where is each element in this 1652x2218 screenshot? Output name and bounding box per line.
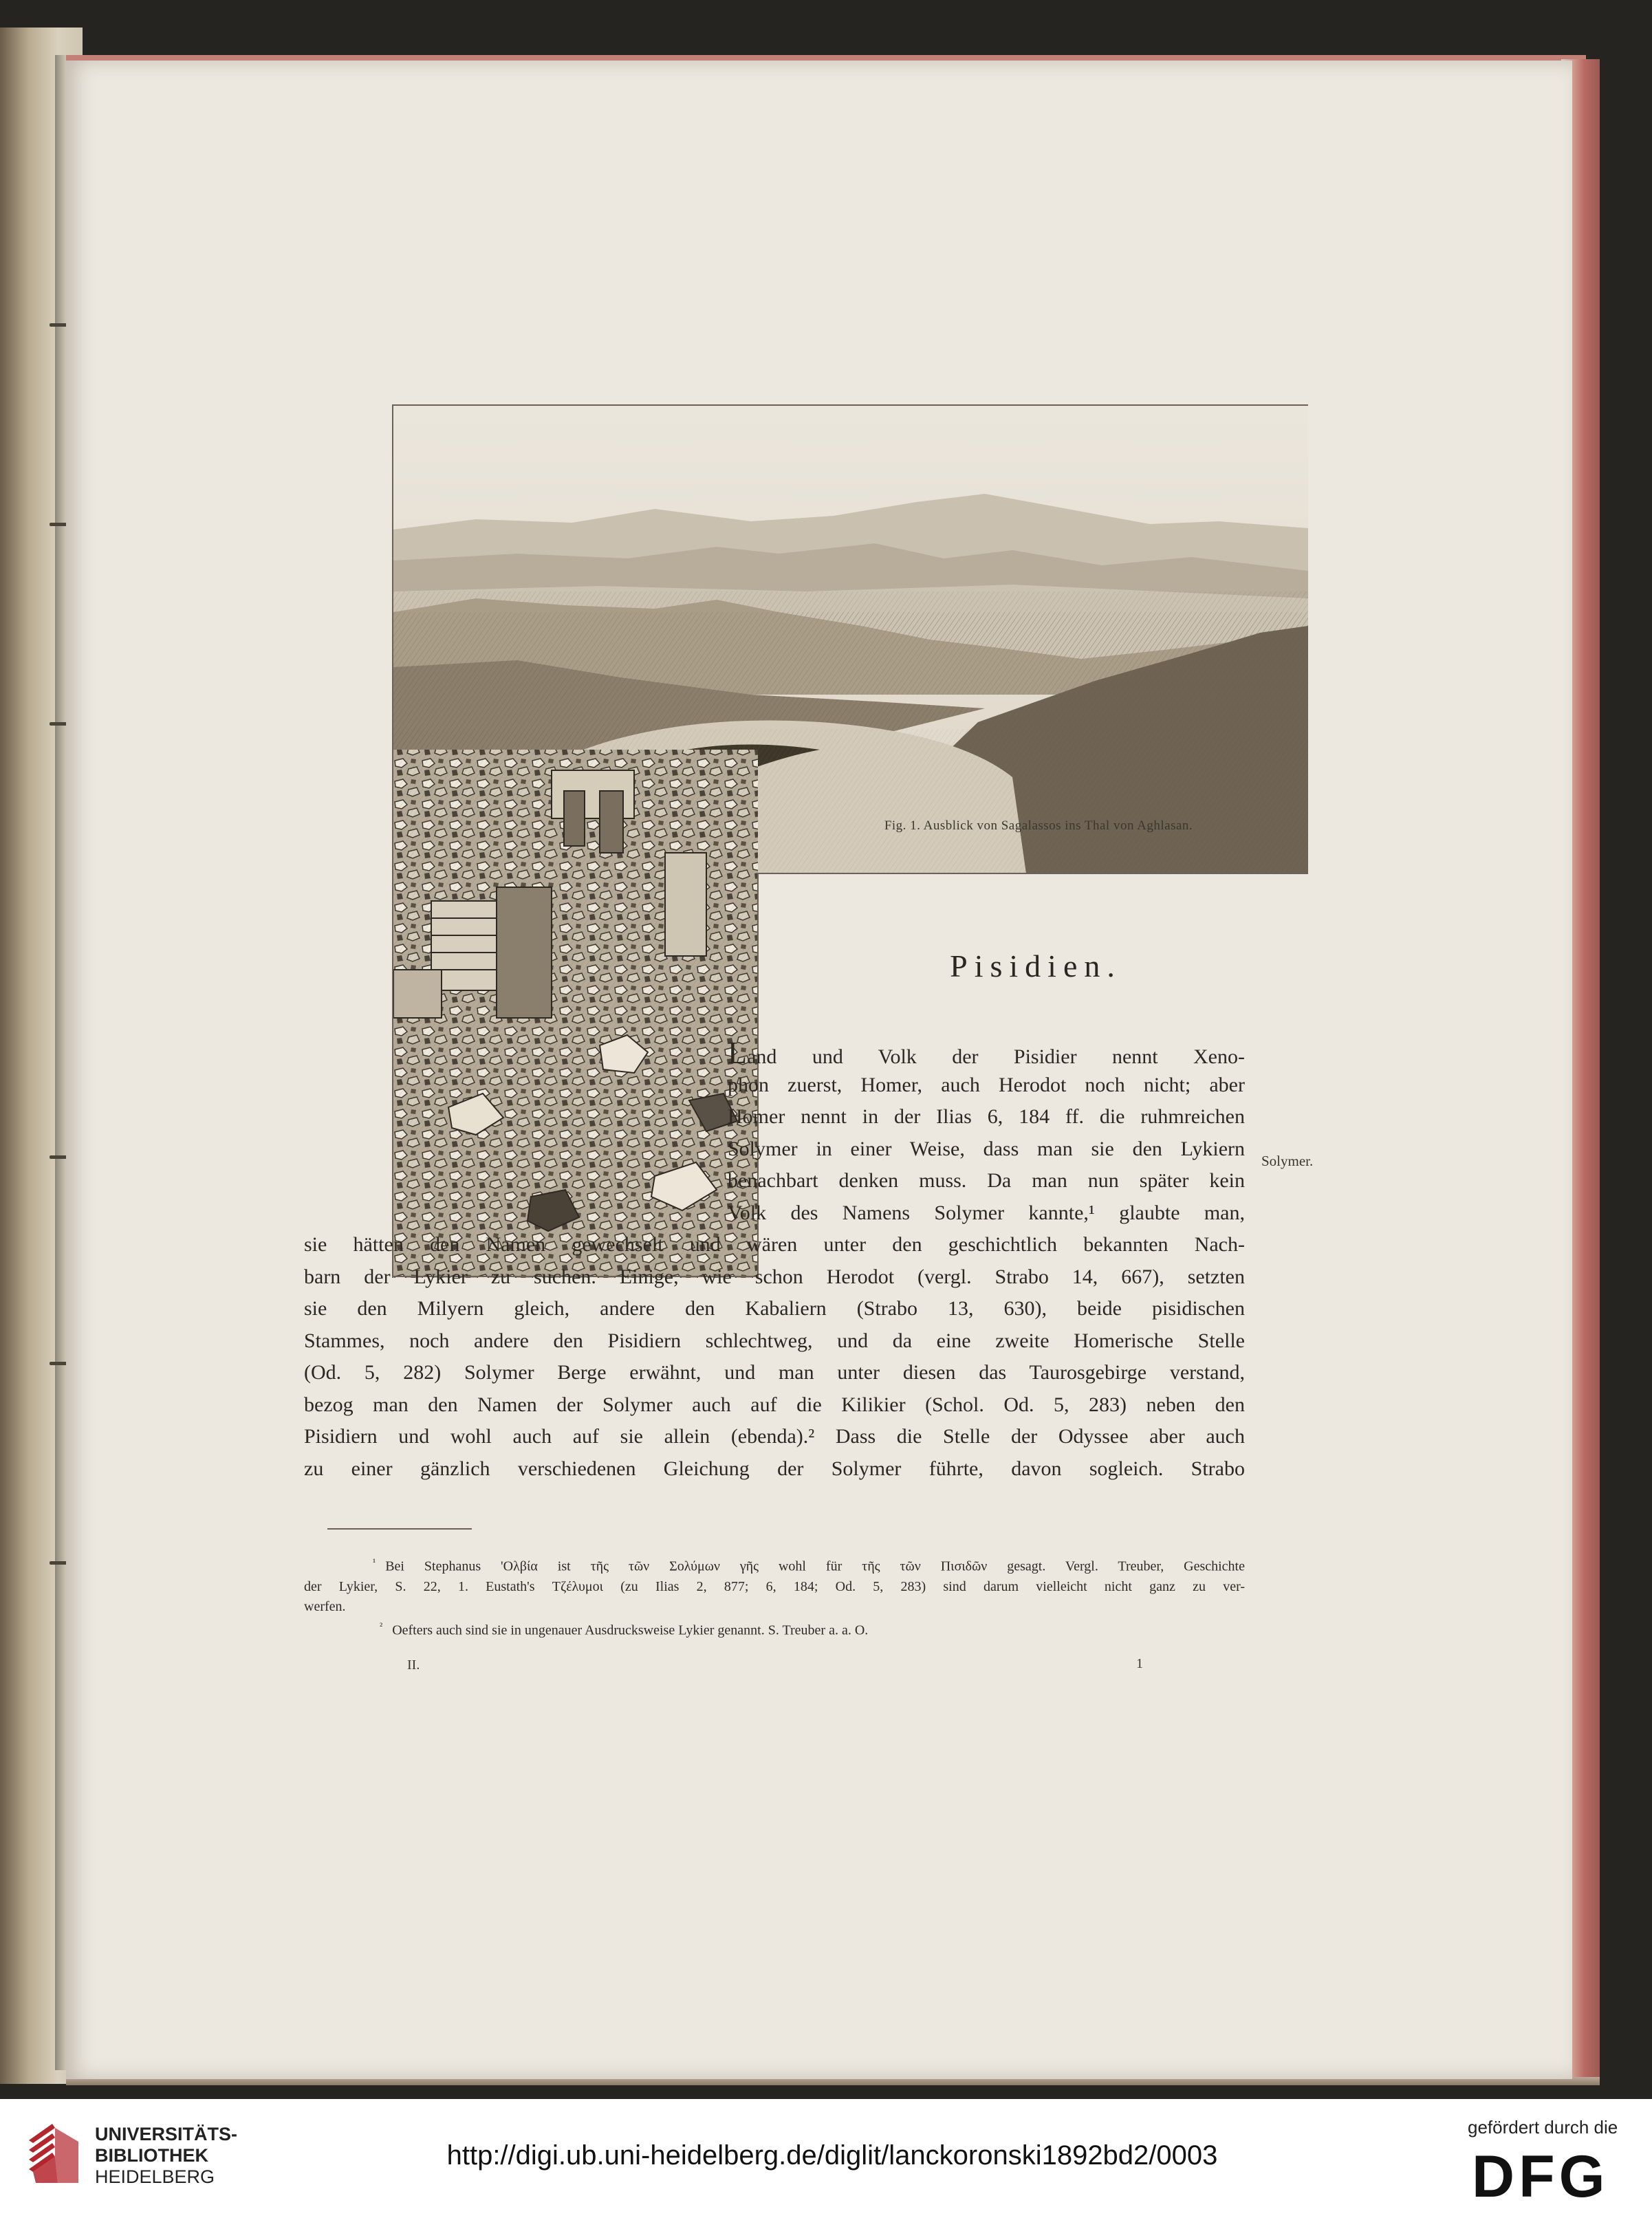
body-line: (Od. 5, 282) Solymer Berge erwähnt, und man unter diesen das Taurosgebirge verstand,: [304, 1361, 1245, 1384]
footnote-text: Bei Stephanus 'Ολβία ist τῆς τῶν Σολύμων γῆς wohl für τῆς τῶν Πισιδῶν gesagt. Vergl. Treuber, Geschichte: [385, 1558, 1245, 1574]
digital-library-footer: [0, 2099, 1652, 2218]
funding-label: gefördert durch die: [1468, 2117, 1618, 2138]
body-line: Land und Volk der Pisidier nennt Xeno-: [728, 1035, 1245, 1070]
page-number: 1: [1136, 1656, 1143, 1671]
library-name: [95, 2124, 237, 2188]
footnote-marker: ²: [380, 1621, 383, 1632]
body-text-wrapped: [728, 1037, 1245, 1229]
library-name-line: BIBLIOTHEK: [95, 2145, 208, 2166]
body-line: barn der Lykier zu suchen. Einige, wie schon Herodot (vergl. Strabo 14, 667), setzten: [304, 1265, 1245, 1288]
footnote-marker: ¹: [373, 1558, 376, 1568]
book-page: [66, 61, 1572, 2079]
drop-capital: L: [728, 1035, 748, 1070]
footnote-1-line: werfen.: [304, 1598, 346, 1614]
body-line: sie hätten den Namen gewechselt und wären unter den geschichtlich bekannten Nach-: [304, 1233, 1245, 1256]
body-line: zu einer gänzlich verschiedenen Gleichung der Solymer führte, davon sogleich. Strabo: [304, 1457, 1245, 1480]
body-line: phon zuerst, Homer, auch Herodot noch nicht; aber: [728, 1073, 1245, 1096]
footnotes: [304, 1553, 1245, 1640]
body-line: Stammes, noch andere den Pisidiern schlechtweg, und da eine zweite Homerische Stelle: [304, 1329, 1245, 1352]
body-line: benachbart denken muss. Da man nun später kein: [728, 1169, 1245, 1192]
body-line: Homer nennt in der Ilias 6, 184 ff. die ruhmreichen: [728, 1105, 1245, 1128]
chapter-title: Pisidien.: [950, 948, 1122, 983]
figure-caption: Fig. 1. Ausblick von Sagalassos ins Thal von Aghlasan.: [884, 818, 1193, 833]
footnote-rule: [327, 1528, 472, 1530]
footnote-1-line: [304, 1553, 1245, 1577]
permalink-url[interactable]: http://digi.ub.uni-heidelberg.de/diglit/lanckoronski1892bd2/0003: [446, 2140, 1218, 2171]
footnote-1-line: der Lykier, S. 22, 1. Eustath's Τζέλυμοι (zu Ilias 2, 877; 6, 184; Od. 5, 283) sind darum vielleicht nicht ganz zu ver-: [304, 1578, 1245, 1594]
body-text-full: [304, 1229, 1245, 1485]
university-library-logo-icon: [17, 2114, 92, 2190]
footnote-text: Oefters auch sind sie in ungenauer Ausdrucksweise Lykier genannt. S. Treuber a. a. O.: [392, 1622, 869, 1638]
dfg-logo: DFG: [1472, 2144, 1609, 2210]
body-line: Pisidiern und wohl auch auf sie allein (ebenda).² Dass die Stelle der Odyssee aber auch: [304, 1425, 1245, 1448]
library-name-line: UNIVERSITÄTS-: [95, 2124, 238, 2144]
footnote-2-line: [304, 1617, 1245, 1641]
body-line: bezog man den Namen der Solymer auch auf die Kilikier (Schol. Od. 5, 283) neben den: [304, 1393, 1245, 1416]
body-line: sie den Milyern gleich, andere den Kabaliern (Strabo 13, 630), beide pisidischen: [304, 1297, 1245, 1320]
library-name-line: HEIDELBERG: [95, 2166, 215, 2187]
body-line: Solymer in einer Weise, dass man sie den Lykiern: [728, 1137, 1245, 1160]
body-line: Volk des Namens Solymer kannte,¹ glaubte man,: [728, 1201, 1245, 1224]
margin-note: Solymer.: [1261, 1153, 1314, 1169]
signature-mark: II.: [407, 1657, 420, 1673]
